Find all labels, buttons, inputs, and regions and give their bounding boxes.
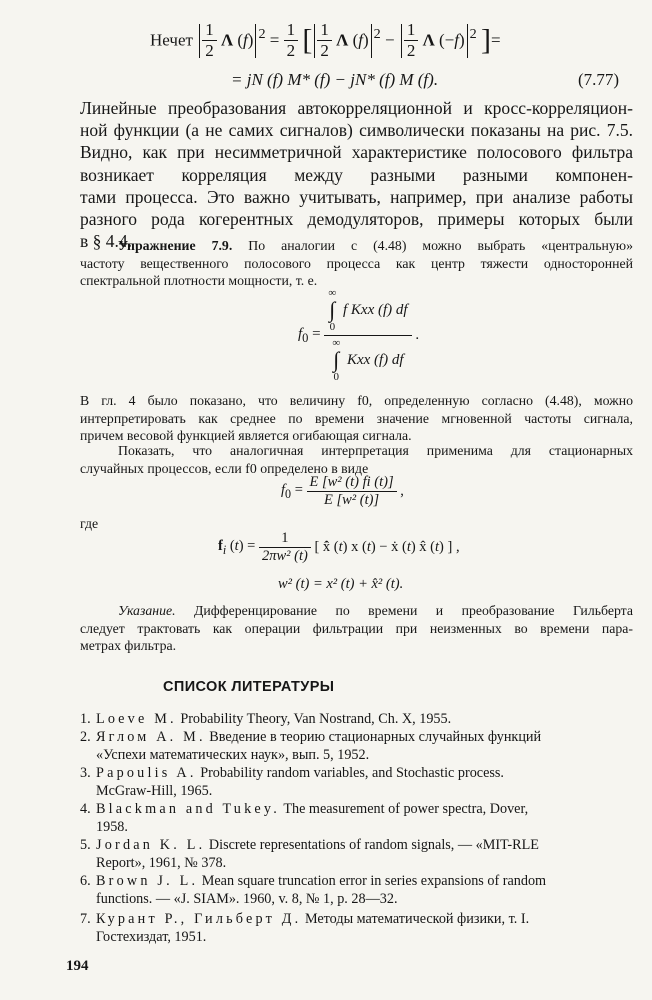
exercise-line2: частоту вещественного полосового процесса как центр тяжести односторонней [80, 255, 633, 271]
reference-item: 3. Papoulis A. Probability random variables, and Stochastic process. McGraw-Hill, 1965. [80, 765, 504, 799]
w-squared-formula: w² (t) = x² (t) + x̂² (t). [278, 576, 404, 592]
reference-item: 6. Brown J. L. Mean square truncation error in series expansions of random functions. — «J. SIAM». 1960, v. 8, № 1, p. 28—32. [80, 873, 547, 907]
equation-7-77-line2 [231, 70, 438, 90]
exercise-label: Упражнение 7.9. [118, 238, 233, 253]
para-line: разного рода когерентных демодуляторов, примеры которых были [80, 209, 633, 230]
exercise-line1: По аналогии с (4.48) можно выбрать «центральную» [248, 238, 633, 253]
reference-item: 4. Blackman and Tukey. The measurement of power spectra, Dover, 1958. [80, 801, 529, 835]
reference-item: 5. Jordan K. L. Discrete representations of random signals, — «MIT-RLE Report», 1961, № 378. [80, 837, 539, 871]
equation-7-77-line1: Нечет $\frac{1}{2}$ Λ (f) $^2$ = $\frac{1}{2}$ [ $\frac{1}{2}$ Λ (f) $^2$ − $\frac{1}{2}$ Λ (−f) $^2$ ]= [150, 20, 501, 60]
eq-rhs: = jN (f) M* (f) − jN* (f) M (f). [231, 70, 439, 89]
exercise-para-2: В гл. 4 было показано, что величину f0, определенную согласно (4.48), можно интерпретировать как среднее по времени значение мгновенной частоты сигнала, причем весовой функцией является огибающая сигнала. [80, 393, 633, 444]
f0-integral-formula: $f_0$ = ∞ ∫ 0 f Kxx (f) df ∞ ∫ 0 Kxx (f) df . [298, 287, 420, 383]
exercise-intro [80, 237, 633, 290]
eq-odd-word: Нечет [150, 30, 193, 50]
equation-number: (7.77) [578, 70, 620, 89]
reference-item: 2. Яглом А. М. Введение в теорию стационарных случайных функций «Успехи математических наук», вып. 5, 1952. [80, 729, 542, 763]
where-word: где [80, 516, 99, 531]
paragraph-1 [80, 97, 633, 252]
para-line: в § 4.4. [80, 231, 133, 252]
para-line: возникает корреляция между разными разными компонен- [80, 164, 633, 185]
integral-numerator: f Kxx (f) df [342, 301, 408, 318]
integral-denominator: Kxx (f) df [346, 351, 404, 368]
hint: Указание. Дифференцирование по времени и преобразование Гильберта следует трактовать как операции фильтрации при неизменных во времени пара- метрах фильтра. [80, 603, 633, 654]
para-line: тами процесса. Это важно учитывать, например, при анализе работы [80, 186, 633, 207]
reference-item: 7. Курант Р., Гильберт Д. Методы математической физики, т. I. Гостехиздат, 1951. [80, 911, 530, 945]
f0-expectation-formula: $f_0$ = $\frac{\text{E [w² (t) fi (t)]}}{\text{E [w² (t)]}}$ , [281, 474, 404, 508]
references-list [80, 711, 633, 911]
para-line: ной функции (а не самих сигналов) символически показаны на рис. 7.5. [80, 120, 633, 141]
para-line: Видно, как при несимметричной характеристике полосового фильтра [80, 142, 633, 163]
references-heading: СПИСОК ЛИТЕРАТУРЫ [163, 679, 335, 695]
page-number: 194 [66, 958, 89, 974]
reference-item: 1. Loeve M. Probability Theory, Van Nostrand, Ch. X, 1955. [80, 711, 452, 727]
exercise-line3: спектральной плотности мощности, т. е. [80, 273, 318, 289]
exercise-para-3: Показать, что аналогичная интерпретация применима для стационарных случайных процессов, если f0 определено в виде [80, 443, 633, 476]
hint-label: Указание. [118, 603, 176, 618]
fi-formula: $f_i$ (t) = $\frac{1}{\text{2πw² (t)}}$ [ x̂̇ (t) x (t) − ẋ (t) x̂ (t) ] , [218, 530, 460, 564]
para-line: Линейные преобразования автокорреляционной и кросс-корреляцион- [80, 98, 633, 118]
